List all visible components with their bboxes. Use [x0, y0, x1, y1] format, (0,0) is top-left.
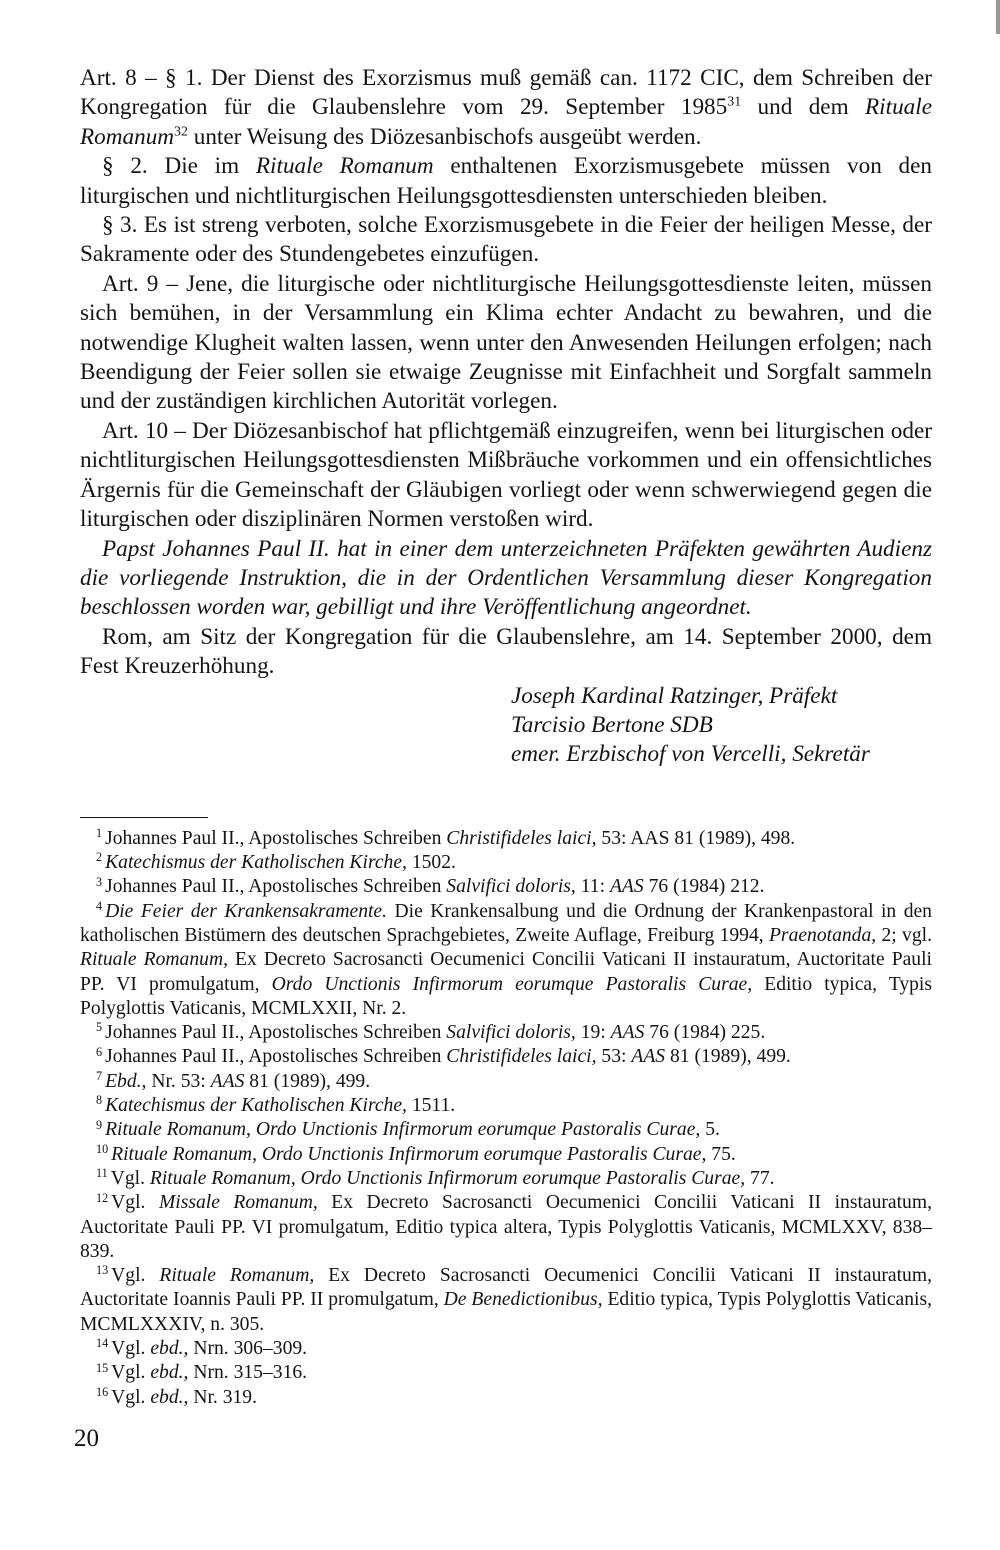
footnote-number: 9	[96, 1117, 103, 1132]
italic-text: Katechismus der Katholischen Kirche,	[105, 852, 407, 874]
italic-text: Rituale Romanum,	[80, 949, 228, 971]
italic-text: De Benedictionibus,	[443, 1289, 603, 1311]
footnote-number: 14	[96, 1336, 109, 1351]
text-run: Vgl.	[111, 1362, 151, 1384]
text-run: 81 (1989), 499.	[665, 1046, 791, 1068]
footnote-number: 5	[96, 1020, 103, 1035]
text-run: 53:	[596, 1046, 632, 1068]
italic-text: Papst Johannes Paul II. hat in einer dem unterzeichneten Präfekten gewährten Audienz die vorliegende Instruktion, die in der Ordentlichen Versammlung dieser Kongregation beschlossen worden war, gebilligt und ihre Veröffentlichung angeordnet.	[80, 535, 932, 621]
text-run: enthaltenen Exorzismusgebete müssen von den liturgischen und nichtliturgischen Heilungsgottesdiensten unterschieden bleiben.	[80, 153, 933, 209]
text-run: Ex Decreto Sacrosancti Oecumenici Concilii Vaticani II instauratum, Auctoritate Pauli PP. VI promulgatum, Editio typica altera, Typis Polyglottis Vaticanis, MCMLXXV, 838–839.	[80, 1192, 932, 1262]
footnote	[80, 1070, 932, 1094]
italic-text: Salvifici doloris,	[446, 1022, 576, 1044]
text-run: 11:	[575, 876, 610, 898]
text-run: Ex Decreto Sacrosancti Oecumenici Concilii Vaticani II instauratum, Auctoritate Pauli PP. VI promulgatum,	[80, 949, 932, 995]
italic-text: Christifideles laici,	[446, 1046, 597, 1068]
body-paragraph	[80, 152, 932, 211]
italic-text: Rituale Romanum,	[159, 1265, 315, 1287]
text-run: Vgl.	[111, 1337, 151, 1359]
text-run: 5.	[700, 1119, 720, 1141]
italic-text: Rituale Romanum, Ordo Unctionis Infirmorum eorumque Pastoralis Curae,	[105, 1119, 701, 1141]
italic-text: ebd.,	[150, 1386, 189, 1408]
footnote	[80, 1264, 932, 1337]
text-run: 1502.	[406, 852, 456, 874]
text-run: Nrn. 315–316.	[188, 1362, 308, 1384]
italic-text: Rituale Romanum	[255, 153, 434, 180]
footnote	[80, 1118, 932, 1142]
footnote-number: 11	[96, 1166, 108, 1181]
italic-text: Rituale Romanum	[80, 94, 932, 150]
italic-text: Missale Romanum,	[158, 1192, 318, 1214]
signature-line: Joseph Kardinal Ratzinger, Präfekt	[511, 682, 838, 709]
footnote	[80, 1094, 932, 1118]
italic-text: Ebd.,	[105, 1070, 147, 1092]
italic-text: ebd.,	[150, 1337, 189, 1359]
text-run: Editio typica, Typis Polyglottis Vaticanis, MCMLXXXIV, n. 305.	[80, 1289, 932, 1335]
text-run: Johannes Paul II., Apostolisches Schreiben	[105, 1046, 447, 1068]
footnote-number: 3	[96, 874, 103, 889]
text-run: 75.	[706, 1143, 736, 1165]
text-run: 76 (1984) 212.	[643, 876, 765, 898]
footnote-divider	[80, 817, 208, 818]
text-run: Vgl.	[111, 1265, 160, 1287]
body-paragraph	[80, 623, 932, 682]
text-run: Die Krankensalbung und die Ordnung der Krankenpastoral in den katholischen Bistümern des deutschen Sprachgebietes, Zweite Auflage, Freiburg 1994,	[80, 900, 932, 946]
document-page	[80, 64, 932, 1410]
text-run: Johannes Paul II., Apostolisches Schreiben	[105, 827, 447, 849]
page-number: 20	[74, 1425, 99, 1452]
text-run: Art. 9 – Jene, die liturgische oder nichtliturgische Heilungsgottesdienste leiten, müssen sich bemühen, in der Versammlung ein Klima echter Andacht zu bewahren, und die notwendige Klugheit walten lassen, wenn unter den Anwesenden Heilungen erfolgen; nach Beendigung der Feier sollen sie etwaige Zeugnisse mit Einfachheit und Sorgfalt sammeln und der zuständigen kirchlichen Autorität vorlegen.	[80, 270, 932, 415]
text-run: 77.	[745, 1167, 775, 1189]
text-run: 81 (1989), 499.	[244, 1070, 371, 1092]
italic-text: ebd.,	[150, 1362, 189, 1384]
text-run: und dem	[741, 94, 866, 121]
italic-text: AAS	[631, 1046, 666, 1068]
footnote	[80, 1337, 932, 1361]
footnote	[80, 900, 932, 1021]
signature-line: emer. Erzbischof von Vercelli, Sekretär	[511, 741, 870, 768]
text-run: Art. 8 – § 1. Der Dienst des Exorzismus muß gemäß can. 1172 CIC, dem Schreiben der Kongregation für die Glaubenslehre vom 29. September 1985	[80, 65, 932, 121]
text-run: Nr. 319.	[188, 1386, 257, 1408]
text-run: Rom, am Sitz der Kongregation für die Glaubenslehre, am 14. September 2000, dem Fest Kreuzerhöhung.	[80, 623, 932, 680]
body-paragraph	[80, 417, 932, 535]
text-run: 76 (1984) 225.	[644, 1022, 766, 1044]
footnote-reference: 31	[727, 95, 742, 111]
footnote	[80, 1361, 932, 1385]
text-run: Nr. 53:	[146, 1070, 211, 1092]
text-run: Johannes Paul II., Apostolisches Schreiben	[105, 876, 447, 898]
italic-text: AAS	[610, 1022, 645, 1044]
text-run: Johannes Paul II., Apostolisches Schreiben	[105, 1022, 447, 1044]
italic-text: Salvifici doloris,	[446, 876, 576, 898]
text-run: unter Weisung des Diözesanbischofs ausgeübt werden.	[187, 123, 702, 150]
text-run: 19:	[575, 1022, 611, 1044]
footnote-number: 6	[96, 1044, 103, 1059]
footnote-reference: 32	[174, 124, 188, 140]
text-run: Editio typica, Typis Polyglottis Vaticanis, MCMLXXII, Nr. 2.	[80, 973, 932, 1019]
text-run: 1511.	[406, 1095, 456, 1117]
footnote	[80, 827, 932, 851]
text-run: Vgl.	[111, 1386, 151, 1408]
text-run: § 2. Die im	[102, 153, 256, 180]
italic-text: Rituale Romanum, Ordo Unctionis Infirmorum eorumque Pastoralis Curae,	[111, 1143, 707, 1165]
signature-line: Tarcisio Bertone SDB	[511, 711, 713, 738]
text-run: Ex Decreto Sacrosancti Oecumenici Concilii Vaticani II instauratum, Auctoritate Ioannis Pauli PP. II promulgatum,	[80, 1265, 932, 1311]
footnote	[80, 875, 932, 899]
footnote	[80, 1045, 932, 1069]
text-run: § 3. Es ist streng verboten, solche Exorzismusgebete in die Feier der heiligen Messe, der Sakramente oder des Stundengebetes einzufügen.	[80, 212, 932, 268]
footnote-number: 4	[96, 898, 103, 913]
italic-text: Ordo Unctionis Infirmorum eorumque Pastoralis Curae,	[271, 973, 753, 995]
body-paragraph	[80, 535, 932, 623]
main-text	[80, 64, 932, 682]
footnote-number: 1	[96, 826, 103, 841]
signature-block	[511, 682, 932, 770]
text-run: 53: AAS 81 (1989), 498.	[596, 827, 796, 849]
italic-text: Praenotanda,	[768, 924, 877, 946]
italic-text: Katechismus der Katholischen Kirche,	[105, 1095, 407, 1117]
footnote	[80, 851, 932, 875]
text-run: Art. 10 – Der Diözesanbischof hat pflichtgemäß einzugreifen, wenn bei liturgischen oder nichtliturgischen Heilungsgottesdiensten Mißbräuche vorkommen und ein offensichtliches Ärgernis für die Gemeinschaft der Gläubigen vorliegt oder wenn schwerwiegend gegen die liturgischen oder disziplinären Normen verstoßen wird.	[80, 417, 932, 533]
footnote-number: 13	[96, 1263, 109, 1278]
text-run: Vgl.	[110, 1167, 150, 1189]
footnote-number: 2	[96, 850, 103, 865]
footnote-number: 10	[96, 1141, 109, 1156]
footnotes	[80, 827, 932, 1410]
body-paragraph	[80, 211, 932, 270]
text-run: Nrn. 306–309.	[188, 1337, 308, 1359]
footnote	[80, 1191, 932, 1264]
italic-text: Die Feier der Krankensakramente.	[105, 900, 388, 922]
italic-text: Christifideles laici,	[446, 827, 597, 849]
footnote-number: 16	[96, 1384, 109, 1399]
italic-text: AAS	[210, 1070, 245, 1092]
footnote-number: 15	[96, 1360, 109, 1375]
page-edge-mark	[996, 0, 1000, 34]
footnote-number: 8	[96, 1093, 103, 1108]
footnote	[80, 1143, 932, 1167]
footnote	[80, 1386, 932, 1410]
footnote	[80, 1167, 932, 1191]
footnote	[80, 1021, 932, 1045]
footnote-number: 12	[96, 1190, 109, 1205]
text-run: Vgl.	[111, 1192, 159, 1214]
italic-text: AAS	[609, 876, 644, 898]
body-paragraph	[80, 270, 932, 417]
footnote-number: 7	[96, 1069, 103, 1084]
text-run: 2; vgl.	[876, 924, 932, 946]
italic-text: Rituale Romanum, Ordo Unctionis Infirmorum eorumque Pastoralis Curae,	[149, 1167, 746, 1189]
body-paragraph	[80, 64, 932, 152]
